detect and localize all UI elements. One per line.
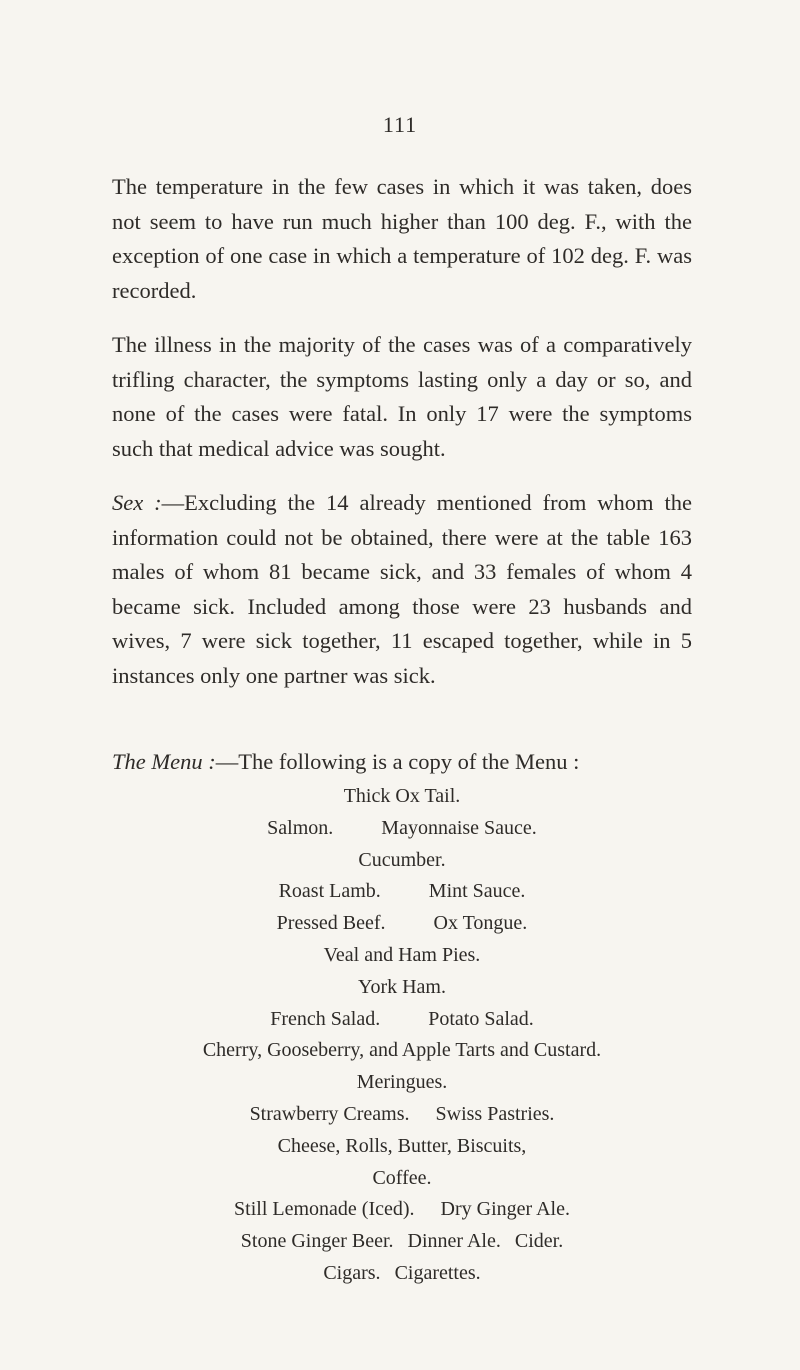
menu-intro-text: —The following is a copy of the Menu : bbox=[215, 749, 580, 774]
menu-veal-ham-pies: Veal and Ham Pies. bbox=[323, 943, 481, 966]
paragraph-temperature: The temperature in the few cases in which it was taken, does not seem to have run much higher than 100 deg. F., with the exception of one case in which a temperature of 102 deg. F. was recorded. bbox=[112, 174, 692, 303]
menu-pressed-beef: Pressed Beef. bbox=[276, 912, 386, 935]
menu-item bbox=[112, 1067, 692, 1099]
menu-roast-lamb: Roast Lamb. bbox=[278, 880, 381, 903]
menu-mint-sauce: Mint Sauce. bbox=[428, 880, 526, 903]
menu-item bbox=[112, 876, 692, 908]
paragraph-illness: The illness in the majority of the cases was of a comparatively trifling character, the symptoms lasting only a day or so, and none of the cases were fatal. In only 17 were the symptoms such that medical advice was sought. bbox=[112, 332, 692, 461]
menu-mayonnaise-sauce: Mayonnaise Sauce. bbox=[381, 816, 537, 839]
menu-swiss-pastries: Swiss Pastries. bbox=[435, 1102, 555, 1125]
sex-text: —Excluding the 14 already mentioned from whom the information could not be obtained, there were at the table 163 males of whom 81 became sick, and 33 females of whom 4 became sick. Included among those were 23 husbands and wives, 7 were sick together, 11 escaped together, while in 5 instances only one partner was sick. bbox=[112, 490, 692, 688]
menu-cider: Cider. bbox=[514, 1230, 564, 1253]
menu-dry-ginger-ale: Dry Ginger Ale. bbox=[440, 1198, 570, 1221]
menu-cucumber: Cucumber. bbox=[358, 848, 446, 871]
menu-item bbox=[112, 972, 692, 1004]
menu-item bbox=[112, 908, 692, 940]
menu-item bbox=[112, 1035, 692, 1067]
menu-cigarettes: Cigarettes. bbox=[394, 1261, 481, 1284]
menu-item bbox=[112, 1099, 692, 1131]
menu-item bbox=[112, 813, 692, 845]
menu-tarts-custard: Cherry, Gooseberry, and Apple Tarts and Custard. bbox=[202, 1039, 602, 1062]
menu-york-ham: York Ham. bbox=[358, 975, 446, 998]
menu-french-salad: French Salad. bbox=[270, 1007, 381, 1030]
menu-thick-ox-tail: Thick Ox Tail. bbox=[343, 785, 461, 807]
menu-salmon: Salmon. bbox=[267, 816, 334, 839]
menu-coffee: Coffee. bbox=[372, 1166, 432, 1189]
menu-heading: The Menu : bbox=[112, 749, 216, 774]
menu-strawberry-creams: Strawberry Creams. bbox=[249, 1102, 410, 1125]
menu-item bbox=[112, 781, 692, 813]
menu-item bbox=[112, 1004, 692, 1036]
menu-item bbox=[112, 1131, 692, 1163]
sex-heading: Sex : bbox=[112, 490, 162, 515]
menu-cheese-rolls: Cheese, Rolls, Butter, Biscuits, bbox=[277, 1134, 527, 1157]
menu-item bbox=[112, 1226, 692, 1258]
menu-stone-ginger-beer: Stone Ginger Beer. bbox=[240, 1230, 394, 1253]
menu-item bbox=[112, 1258, 692, 1290]
menu-meringues: Meringues. bbox=[356, 1071, 448, 1094]
menu-item bbox=[112, 1163, 692, 1195]
menu-item bbox=[112, 940, 692, 972]
menu-item bbox=[112, 845, 692, 877]
menu-list bbox=[112, 781, 692, 1290]
menu-ox-tongue: Ox Tongue. bbox=[433, 912, 528, 935]
menu-potato-salad: Potato Salad. bbox=[428, 1007, 534, 1030]
menu-dinner-ale: Dinner Ale. bbox=[407, 1230, 501, 1253]
paragraph-menu-intro bbox=[112, 745, 692, 780]
page-number: 111 bbox=[382, 112, 418, 137]
menu-cigars: Cigars. bbox=[323, 1261, 381, 1284]
menu-item bbox=[112, 1194, 692, 1226]
paragraph-sex bbox=[112, 486, 692, 693]
menu-still-lemonade: Still Lemonade (Iced). bbox=[234, 1198, 415, 1221]
